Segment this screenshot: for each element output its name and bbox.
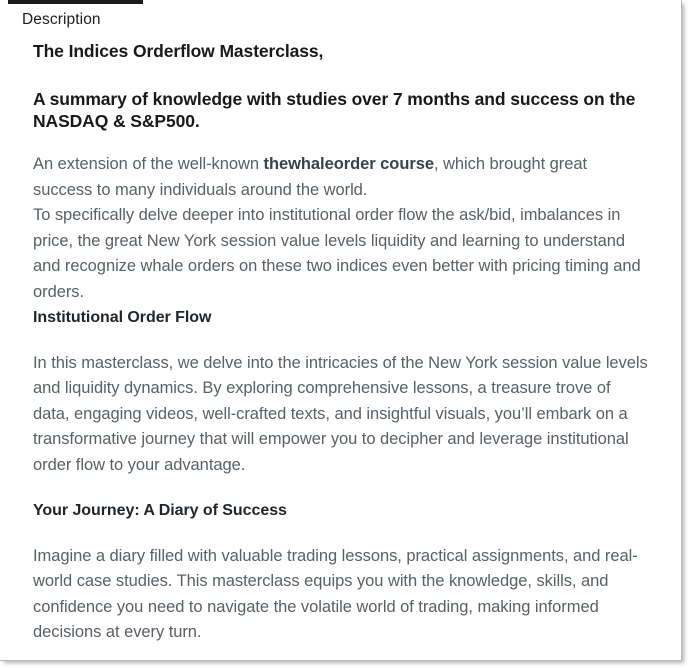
intro-text-lead: An extension of the well-known: [33, 155, 264, 173]
intro-paragraph: [33, 152, 649, 203]
intro-detail-paragraph: To specifically delve deeper into institutional order flow the ask/bid, imbalances in price, the great New York session value levels liquidity and learning to understand and recognize whale orders on these two indices even better with pricing timing and orders.: [33, 206, 641, 301]
tab-description-label: Description: [22, 11, 101, 28]
intro-text-tail: , which brought great success to many individuals around the world.: [33, 155, 588, 199]
spacer: [33, 132, 649, 152]
thewhaleorder-course-emphasis: thewhaleorder course: [263, 155, 434, 173]
product-subtitle: A summary of knowledge with studies over 7 months and success on the NASDAQ & S&P500.: [33, 89, 636, 131]
spacer: [33, 331, 649, 351]
section-body-your-journey: Imagine a diary filled with valuable trading lessons, practical assignments, and real-world case studies. This masterclass equips you with the knowledge, skills, and confidence you need to navigate the volatile world of trading, making informed decisions at every turn.: [33, 546, 638, 641]
section-heading-institutional-order-flow: Institutional Order Flow: [33, 309, 212, 326]
tab-bar: [0, 0, 681, 33]
spacer: [33, 478, 649, 498]
description-content: [33, 40, 649, 646]
tab-description[interactable]: [8, 0, 143, 33]
section-heading-your-journey: Your Journey: A Diary of Success: [33, 502, 287, 519]
section-body-institutional-order-flow: In this masterclass, we delve into the intricacies of the New York session value levels and liquidity dynamics. By exploring comprehensive lessons, a treasure trove of data, engaging videos, well-crafted texts, and insightful visuals, you’ll embark on a transformative journey that will empower you to decipher and leverage institutional order flow to your advantage.: [33, 353, 648, 474]
product-title: The Indices Orderflow Masterclass,: [33, 41, 324, 61]
spacer: [33, 62, 649, 88]
spacer: [33, 524, 649, 544]
